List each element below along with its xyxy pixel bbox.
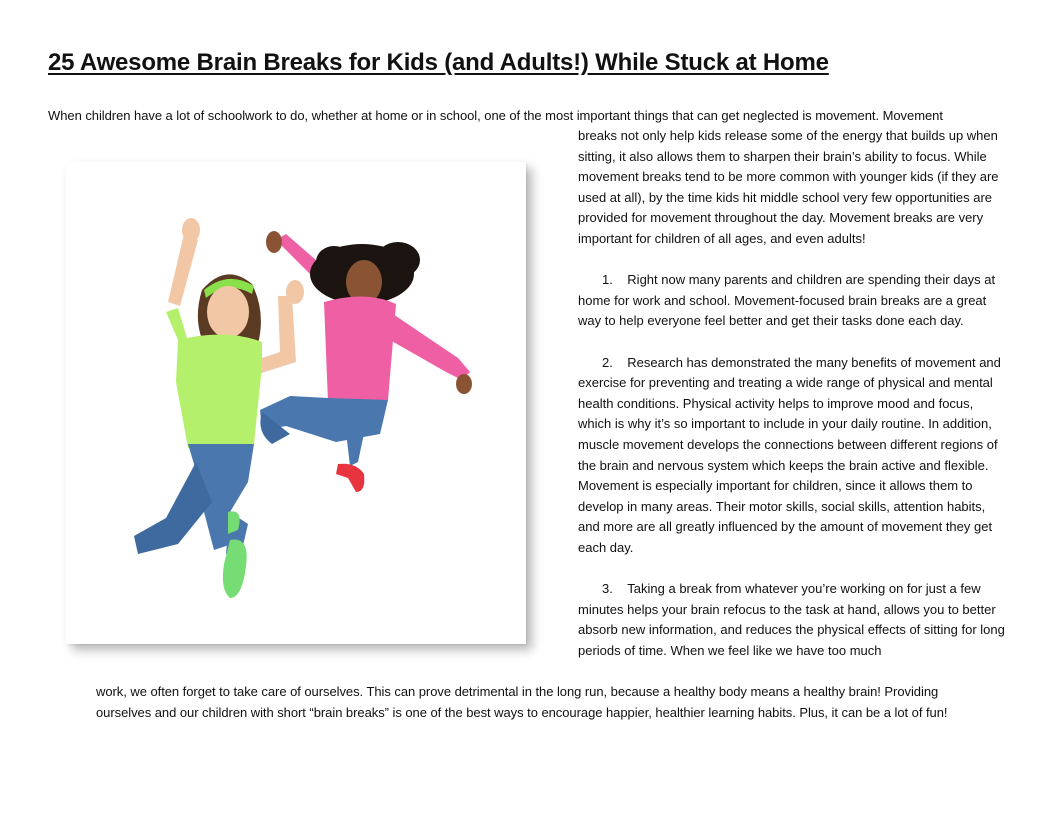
kids-jumping-illustration (66, 162, 526, 644)
intro-paragraph: breaks not only help kids release some of the energy that builds up when sitting, it also allows them to sharpen their brain’s ability to focus. While movement breaks tend to be more common with younger kids (if they are used at all), by the time kids hit middle school very few opportunities are provided for movement throughout the day. Movement breaks are very important for children of all ages, and even adults! (578, 128, 999, 246)
text-column (578, 126, 1010, 661)
list-marker: 1. (602, 272, 613, 288)
list-item-2 (578, 353, 1010, 559)
list-item-text: Research has demonstrated the many benefits of movement and exercise for preventing and treating a wide range of physical and mental health conditions. Physical activity helps to improve mood and focus, which is why it’s so important to include in your daily routine. In addition, muscle movement develops the connections between different regions of the brain and nervous system which keeps the brain active and flexible. Movement is especially important for children, since it allows them to develop in many areas. Their motor skills, social skills, attention habits, and more are all greatly influenced by the amount of movement they get each day. (578, 354, 1001, 555)
list-item-1 (578, 270, 1010, 332)
intro-first-line: When children have a lot of schoolwork to do, whether at home or in school, one of the most important things that can get neglected is movement. Movement (48, 108, 943, 123)
list-item-text: Right now many parents and children are spending their days at home for work and school. Movement-focused brain breaks are a great way to help everyone feel better and get their tasks done each day. (578, 272, 996, 329)
paragraph-spacer (578, 332, 1010, 353)
closing-line-1: work, we often forget to take care of ourselves. This can prove detrimental in the long run, because a healthy body means a healthy brain! Providing (96, 684, 939, 699)
list-marker: 2. (602, 354, 613, 370)
list-marker: 3. (602, 581, 613, 597)
list-item-text: Taking a break from whatever you’re working on for just a few minutes helps your brain refocus to the task at hand, allows you to better absorb new information, and reduces the physical effects of sitting for long periods of time. When we feel like we have too much (578, 581, 1005, 658)
closing-line-2: ourselves and our children with short “brain breaks” is one of the best ways to encourage happier, healthier learning habits. Plus, it can be a lot of fun! (96, 705, 948, 720)
list-item-3 (578, 579, 1010, 661)
page-title: 25 Awesome Brain Breaks for Kids (and Adults!) While Stuck at Home (48, 49, 829, 76)
paragraph-spacer (578, 558, 1010, 579)
kids-jumping-photo (66, 162, 526, 644)
paragraph-spacer (578, 250, 1010, 271)
